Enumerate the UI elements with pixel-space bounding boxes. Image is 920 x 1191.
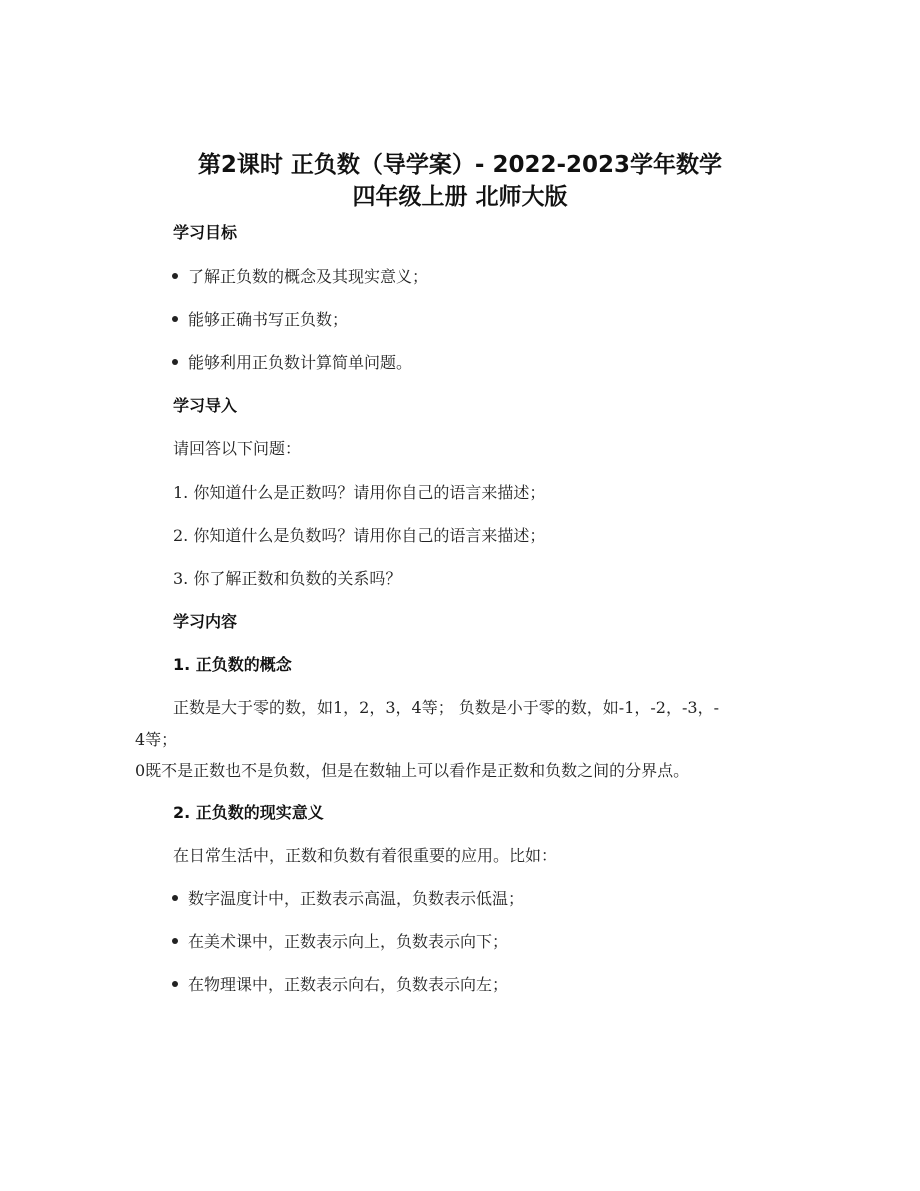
- bullet-icon: [172, 938, 178, 944]
- meaning-item: 数字温度计中，正数表示高温，负数表示低温；: [172, 886, 524, 909]
- section-heading-intro: 学习导入: [173, 396, 238, 415]
- intro-question: 2. 你知道什么是负数吗？请用你自己的语言来描述；: [173, 526, 546, 545]
- meaning-item: 在美术课中，正数表示向上，负数表示向下；: [172, 929, 508, 952]
- section-heading-goals: 学习目标: [173, 223, 238, 242]
- bullet-icon: [172, 981, 178, 987]
- meaning-item: 在物理课中，正数表示向右，负数表示向左；: [172, 972, 508, 995]
- subsection-heading-meaning: 2. 正负数的现实意义: [173, 803, 324, 822]
- section-heading-content: 学习内容: [173, 612, 238, 631]
- concept-paragraph-line-3: 0既不是正数也不是负数，但是在数轴上可以看作是正数和负数之间的分界点。: [135, 761, 690, 780]
- goal-item: 了解正负数的概念及其现实意义；: [172, 264, 428, 287]
- bullet-icon: [172, 316, 178, 322]
- concept-paragraph-line-2: 4等；: [135, 730, 178, 749]
- meaning-intro: 在日常生活中，正数和负数有着很重要的应用。比如：: [173, 846, 558, 865]
- intro-question: 1. 你知道什么是正数吗？请用你自己的语言来描述；: [173, 483, 546, 502]
- intro-prompt: 请回答以下问题：: [173, 439, 302, 458]
- intro-question: 3. 你了解正数和负数的关系吗？: [173, 569, 402, 588]
- bullet-icon: [172, 273, 178, 279]
- goal-item: 能够正确书写正负数；: [172, 307, 348, 330]
- subsection-heading-concept: 1. 正负数的概念: [173, 655, 292, 674]
- document-title-line-2: 四年级上册 北师大版: [352, 184, 568, 210]
- document-title-line-1: 第2课时 正负数（导学案）- 2022-2023学年数学: [197, 152, 723, 178]
- bullet-icon: [172, 895, 178, 901]
- bullet-icon: [172, 359, 178, 365]
- concept-paragraph-line-1: 正数是大于零的数，如1，2，3，4等； 负数是小于零的数，如-1，-2，-3，-: [173, 698, 719, 717]
- goal-item: 能够利用正负数计算简单问题。: [172, 350, 412, 373]
